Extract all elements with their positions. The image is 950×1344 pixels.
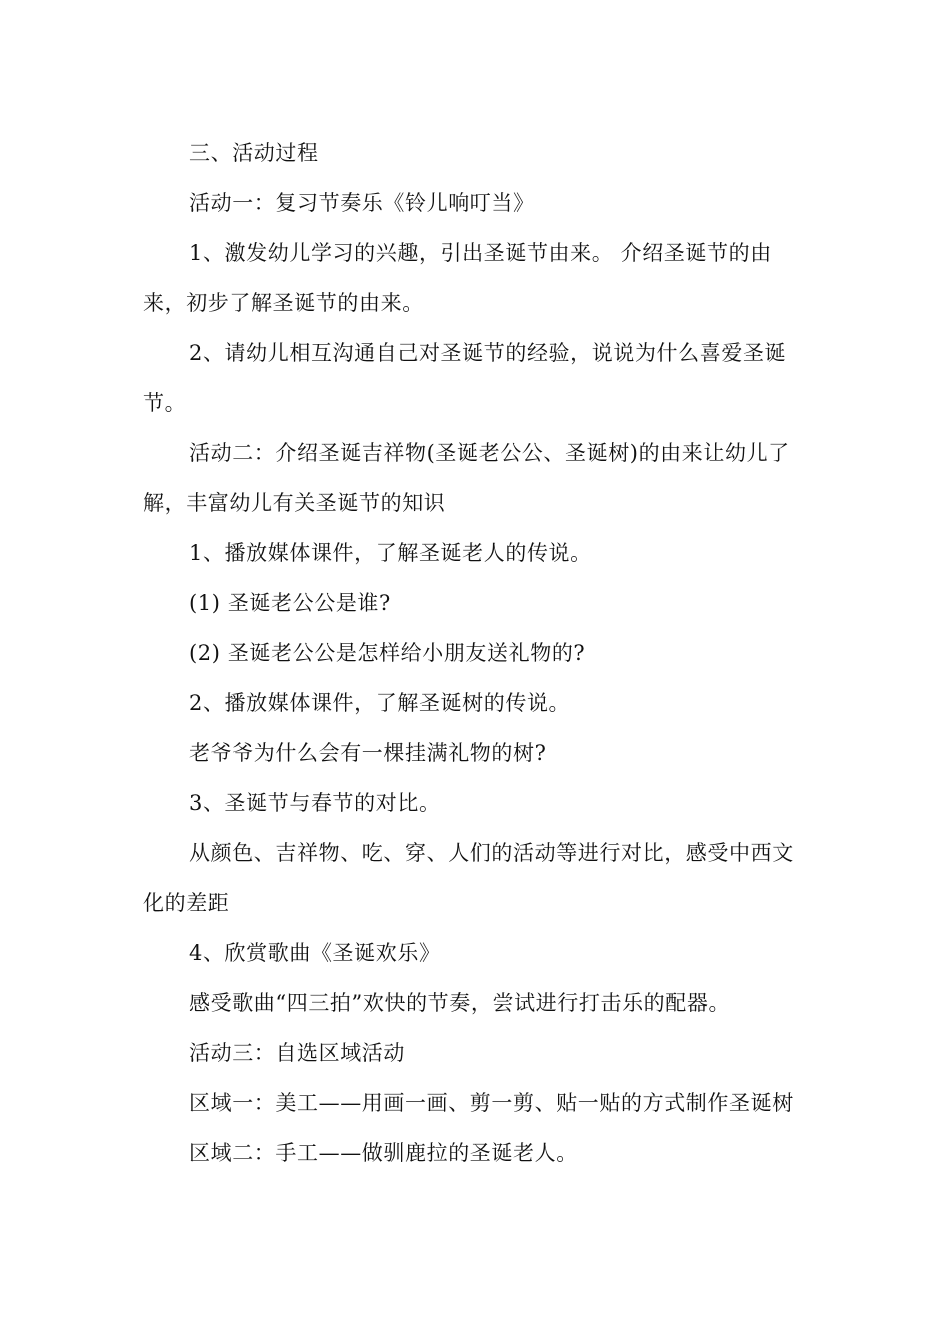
- section-heading: 三、活动过程: [189, 141, 319, 165]
- activity-two-title: 活动二：介绍圣诞吉祥物(圣诞老公公、圣诞树)的由来让幼儿了解，丰富幼儿有关圣诞节的知识: [143, 441, 790, 515]
- activity-two-step-2: 2、播放媒体课件，了解圣诞树的传说。: [189, 691, 571, 715]
- activity-one-step-1: 1、激发幼儿学习的兴趣，引出圣诞节由来。 介绍圣诞节的由来，初步了解圣诞节的由来。: [143, 241, 772, 315]
- question-2: (2) 圣诞老公公是怎样给小朋友送礼物的?: [189, 641, 586, 665]
- song-text: 感受歌曲“四三拍”欢快的节奏，尝试进行打击乐的配器。: [189, 991, 731, 1015]
- area-two-text: 区域二：手工——做驯鹿拉的圣诞老人。: [189, 1141, 578, 1165]
- area-one-text: 区域一：美工——用画一画、剪一剪、贴一贴的方式制作圣诞树: [189, 1091, 794, 1115]
- activity-one-step-2: 2、请幼儿相互沟通自己对圣诞节的经验，说说为什么喜爱圣诞节。: [143, 341, 787, 415]
- activity-two-step-3: 3、圣诞节与春节的对比。: [189, 791, 441, 815]
- tree-question: 老爷爷为什么会有一棵挂满礼物的树?: [189, 741, 547, 765]
- comparison-text: 从颜色、吉祥物、吃、穿、人们的活动等进行对比，感受中西文化的差距: [143, 841, 794, 915]
- question-1: (1) 圣诞老公公是谁?: [189, 591, 391, 615]
- activity-one-title: 活动一：复习节奏乐《铃儿响叮当》: [189, 191, 535, 215]
- activity-two-step-4: 4、欣赏歌曲《圣诞欢乐》: [189, 941, 441, 965]
- activity-three-title: 活动三：自选区域活动: [189, 1041, 405, 1065]
- activity-two-step-1: 1、播放媒体课件，了解圣诞老人的传说。: [189, 541, 592, 565]
- document-body: [143, 128, 808, 1178]
